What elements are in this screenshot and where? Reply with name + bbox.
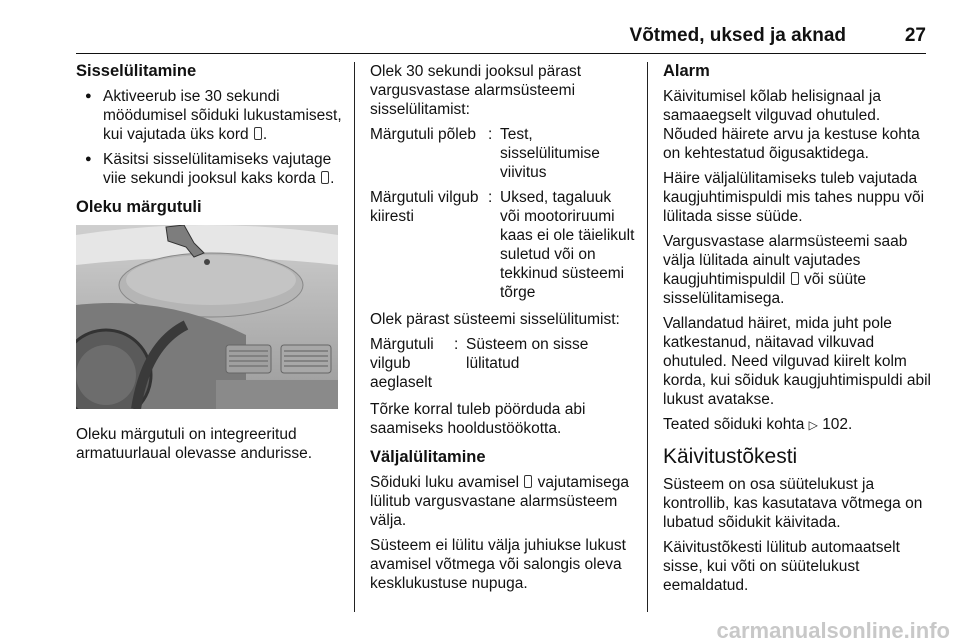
paragraph: Vargusvastase alarmsüsteemi saab välja lülitada ainult vajutades kaugjuhtimispuldil või süüte sisselülitamisega. bbox=[663, 233, 908, 307]
column-divider bbox=[647, 62, 648, 612]
page-title: Võtmed, uksed ja aknad bbox=[629, 25, 846, 46]
dashboard-sensor-photo bbox=[76, 225, 338, 409]
unlock-key-icon bbox=[524, 475, 532, 488]
table-cell-value: Uksed, tagaluuk või mootoriruumi kaas ei ole täielikult suletud või on tekkinud süsteemi tõrge bbox=[500, 189, 635, 301]
table-cell-label: Märgutuli vilgub kiiresti bbox=[370, 189, 479, 225]
table-cell-value: Süsteem on sisse lülitatud bbox=[466, 336, 589, 372]
lock-key-icon bbox=[321, 171, 329, 184]
section-heading-activation: Sisselülitamine bbox=[76, 62, 197, 80]
section-heading-alarm: Alarm bbox=[663, 62, 710, 80]
page-number: 27 bbox=[904, 25, 926, 46]
unlock-key-icon bbox=[791, 272, 799, 285]
paragraph: Olek pärast süsteemi sisselülitumist: bbox=[370, 311, 620, 328]
lock-key-icon bbox=[254, 127, 262, 140]
status-table-initial bbox=[370, 125, 635, 302]
table-cell-label: Märgutuli vilgub aeglaselt bbox=[370, 336, 434, 391]
table-cell-separator: : bbox=[488, 126, 493, 143]
page-reference-arrow-icon: ▷ bbox=[808, 418, 818, 432]
dashboard-illustration bbox=[76, 225, 338, 409]
paragraph: Olek 30 sekundi jooksul pärast vargusvastase alarmsüsteemi sisselülitamist: bbox=[370, 63, 582, 118]
column-3 bbox=[663, 62, 933, 601]
page-reference-link[interactable]: 102. bbox=[822, 416, 853, 433]
paragraph: Süsteem on osa süütelukust ja kontrollib, kas kasutatava võtmega on lubatud sõidukit käivitada. bbox=[663, 476, 923, 531]
paragraph: Käivitustõkesti lülitub automaatselt sisse, kui võti on süütelukust eemaldatud. bbox=[663, 539, 900, 594]
status-table-armed bbox=[370, 335, 635, 392]
watermark: carmanualsonline.info bbox=[716, 618, 950, 642]
section-heading-immobiliser: Käivitustõkesti bbox=[663, 445, 798, 468]
paragraph: Vallandatud häiret, mida juht pole katkestanud, näitavad vilkuvad ohutuled. Need vilguvad kiirelt kolm korda, kui sõiduk kaugjuhtimispuldi abil lukust avatakse. bbox=[663, 315, 931, 408]
paragraph: Häire väljalülitamiseks tuleb vajutada kaugjuhtimispuldi mis tahes nuppu või lülitada sisse süüde. bbox=[663, 170, 925, 225]
page-header bbox=[76, 26, 926, 54]
bullet-list bbox=[76, 87, 346, 188]
table-cell-value: Test, sisselülitumise viivitus bbox=[500, 126, 600, 181]
list-item: ● Käsitsi sisselülitamiseks vajutage viie sekundi jooksul kaks korda . bbox=[76, 150, 346, 188]
paragraph: Teated sõiduki kohta ▷ 102. bbox=[663, 416, 853, 433]
paragraph: Sõiduki luku avamisel vajutamisega lülitub vargusvastane alarmsüsteem välja. bbox=[370, 474, 629, 529]
list-item: ● Aktiveerub ise 30 sekundi möödumisel sõiduki lukustamisest, kui vajutada üks kord . bbox=[76, 87, 346, 144]
section-heading-status-light: Oleku märgutuli bbox=[76, 198, 202, 216]
section-heading-deactivation: Väljalülitamine bbox=[370, 448, 486, 466]
paragraph: Süsteem ei lülitu välja juhiukse lukust avamisel võtmega või salongis oleva kesklukustuse nupuga. bbox=[370, 537, 626, 592]
photo-caption: Oleku märgutuli on integreeritud armatuurlaual olevasse andurisse. bbox=[76, 426, 313, 462]
paragraph: Käivitumisel kõlab helisignaal ja samaaegselt vilguvad ohutuled. Nõuded häirete arvu ja kestuse kohta on kehtestatud õigusaktidega. bbox=[663, 88, 920, 162]
column-1 bbox=[76, 62, 346, 469]
column-divider bbox=[354, 62, 355, 612]
table-cell-separator: : bbox=[488, 189, 493, 206]
column-2 bbox=[370, 62, 635, 599]
table-cell-separator: : bbox=[454, 336, 459, 353]
paragraph: Tõrke korral tuleb pöörduda abi saamiseks hooldustöökotta. bbox=[370, 401, 586, 437]
table-cell-label: Märgutuli põleb bbox=[370, 126, 476, 143]
